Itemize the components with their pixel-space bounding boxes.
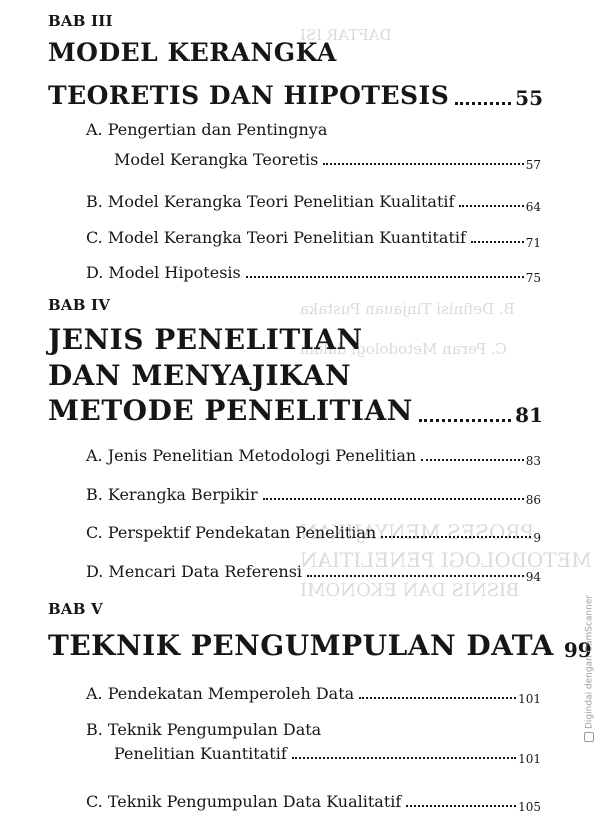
chapter-3-page: 55 (515, 86, 543, 110)
dot-leader (359, 697, 516, 699)
toc-entry-3b-label: B. Model Kerangka Teori Penelitian Kualitatif (86, 192, 455, 211)
toc-entry-3a-line2: Model Kerangka Teoretis (114, 150, 319, 169)
toc-entry-3d-page: 75 (525, 271, 541, 285)
dot-leader (421, 459, 523, 461)
chapter-4-title-line1: JENIS PENELITIAN (48, 323, 363, 356)
chapter-4-heading[interactable] (48, 395, 543, 425)
dot-leader (263, 498, 524, 500)
scanner-watermark (584, 595, 595, 742)
toc-entry-4b[interactable] (86, 479, 541, 507)
toc-entry-4c-page: 9 (533, 531, 541, 545)
chapter-3-heading[interactable] (48, 78, 543, 108)
bleed-through-text: C. Peran Metodologi dalam (300, 340, 507, 358)
toc-entry-4b-label: B. Kerangka Berpikir (86, 485, 258, 504)
chapter-4-title-line2: DAN MENYAJIKAN (48, 359, 352, 392)
chapter-5-page: 99 (563, 638, 592, 662)
chapter-3-title-line1: MODEL KERANGKA (48, 38, 337, 67)
toc-entry-4d[interactable] (86, 556, 541, 584)
toc-entry-4a[interactable] (86, 440, 541, 468)
bleed-through-text: METODOLOGI PENELITIAN (300, 548, 592, 572)
toc-entry-3d-label: D. Model Hipotesis (86, 263, 241, 282)
toc-entry-3c-page: 71 (525, 236, 541, 250)
toc-entry-5c[interactable] (86, 786, 541, 814)
dot-leader (459, 205, 523, 207)
dot-leader (406, 805, 516, 807)
chapter-4-page: 81 (515, 403, 543, 427)
chapter-3-label: BAB III (48, 12, 113, 30)
dot-leader (381, 536, 531, 538)
toc-entry-3a-page: 57 (525, 158, 541, 172)
toc-entry-5c-page: 105 (518, 800, 541, 814)
toc-entry-3d[interactable] (86, 257, 541, 285)
dot-leader (471, 241, 524, 243)
toc-entry-5a-page: 101 (518, 692, 541, 706)
toc-entry-5a[interactable] (86, 678, 541, 706)
chapter-3-title-line2: TEORETIS DAN HIPOTESIS (48, 81, 450, 110)
chapter-5-label: BAB V (48, 600, 103, 618)
toc-entry-3a-line1[interactable]: A. Pengertian dan Pentingnya (86, 120, 328, 139)
dot-leader (455, 102, 511, 105)
toc-entry-3b[interactable] (86, 186, 541, 214)
bleed-through-text: PROSES MENYAJIKAN (300, 520, 534, 544)
chapter-4-label: BAB IV (48, 296, 111, 314)
camscanner-icon (584, 732, 594, 742)
toc-entry-5b-page: 101 (518, 752, 541, 766)
bleed-through-text: DAFTAR ISI (300, 26, 392, 44)
dot-leader (292, 757, 516, 759)
dot-leader (323, 163, 523, 165)
dot-leader (419, 419, 511, 422)
toc-entry-5a-label: A. Pendekatan Memperoleh Data (86, 684, 355, 703)
toc-entry-4a-page: 83 (525, 454, 541, 468)
toc-entry-5c-label: C. Teknik Pengumpulan Data Kualitatif (86, 792, 402, 811)
toc-entry-3b-page: 64 (525, 200, 541, 214)
toc-entry-5b[interactable] (114, 738, 541, 766)
toc-entry-4c-label: C. Perspektif Pendekatan Penelitian (86, 523, 377, 542)
toc-entry-4c[interactable] (86, 517, 541, 545)
toc-entry-5b-line1[interactable]: B. Teknik Pengumpulan Data (86, 720, 322, 739)
watermark-text: Digindai dengan CamScanner (584, 594, 595, 729)
toc-entry-3c-label: C. Model Kerangka Teori Penelitian Kuantitatif (86, 228, 466, 247)
toc-entry-3a[interactable] (114, 144, 541, 172)
toc-entry-3c[interactable] (86, 222, 541, 250)
toc-entry-4d-label: D. Mencari Data Referensi (86, 562, 303, 581)
bleed-through-text: B. Definisi Tinjauan Pustaka (300, 300, 515, 318)
chapter-5-title: TEKNIK PENGUMPULAN DATA (48, 629, 554, 662)
toc-entry-4b-page: 86 (525, 493, 541, 507)
bleed-through-text: BISNIS DAN EKONOMI (300, 580, 520, 601)
toc-entry-5b-line2: Penelitian Kuantitatif (114, 744, 287, 763)
chapter-4-title-line3: METODE PENELITIAN (48, 394, 413, 427)
toc-entry-4d-page: 94 (525, 570, 541, 584)
toc-entry-4a-label: A. Jenis Penelitian Metodologi Penelitian (86, 446, 417, 465)
dot-leader (307, 575, 524, 577)
chapter-5-heading[interactable] (48, 629, 592, 662)
dot-leader (246, 276, 524, 278)
